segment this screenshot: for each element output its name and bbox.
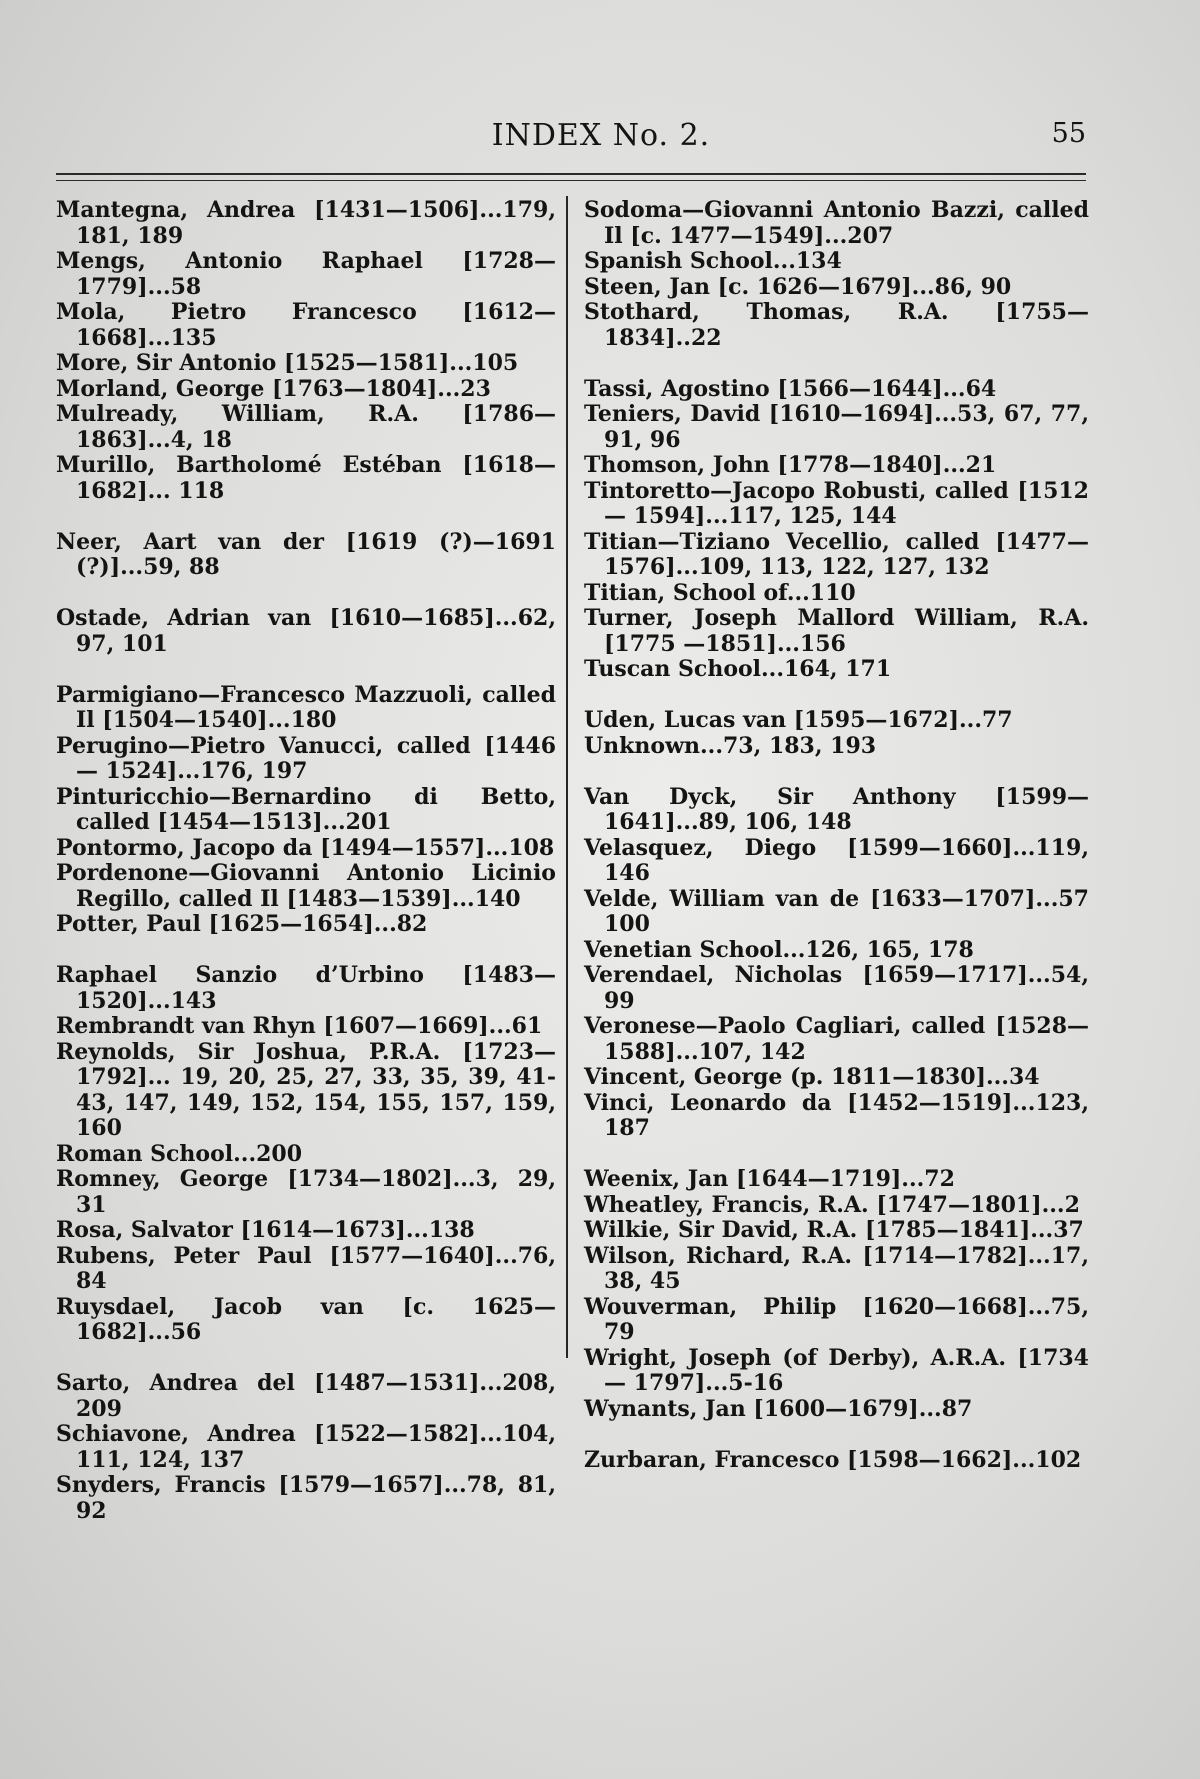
- header-rule: [56, 173, 1086, 175]
- index-entry: Tintoretto—Jacopo Robusti, called [1512— 1594]...117, 125, 144: [584, 477, 1089, 529]
- index-entry: Wynants, Jan [1600—1679]...87: [584, 1395, 973, 1422]
- index-entry: Ostade, Adrian van [1610—1685]...62, 97, 101: [56, 605, 556, 657]
- page-number: 55: [1051, 118, 1086, 149]
- index-entry: Thomson, John [1778—1840]...21: [584, 452, 997, 478]
- index-letter-group: [584, 708, 1089, 759]
- index-entry: Mola, Pietro Francesco [1612—1668]...135: [56, 299, 556, 351]
- index-entry: Wright, Joseph (of Derby), A.R.A. [1734— 1797]...5-16: [584, 1344, 1089, 1396]
- index-entry: Tuscan School...164, 171: [584, 656, 892, 682]
- index-entry: Turner, Joseph Mallord William, R.A. [1775 —1851]...156: [584, 605, 1089, 657]
- index-entry: Pordenone—Giovanni Antonio Licinio Regillo, called Il [1483—1539]...140: [56, 860, 556, 912]
- page-title: INDEX No. 2.: [491, 118, 711, 153]
- index-entry: Vinci, Leonardo da [1452—1519]...123, 187: [584, 1089, 1089, 1141]
- index-entry: Mulready, William, R.A. [1786—1863]...4, 18: [56, 401, 556, 453]
- index-entry: Weenix, Jan [1644—1719]...72: [584, 1166, 955, 1192]
- running-head: [56, 118, 1086, 154]
- index-letter-group: [584, 785, 1089, 1142]
- index-entry: Sarto, Andrea del [1487—1531]...208, 209: [56, 1370, 556, 1422]
- index-entry: Raphael Sanzio d’Urbino [1483—1520]...143: [56, 962, 556, 1014]
- index-entry: Sodoma—Giovanni Antonio Bazzi, called Il [c. 1477—1549]...207: [584, 197, 1089, 249]
- index-letter-group: [584, 198, 1089, 351]
- index-column-left: [56, 198, 556, 1550]
- index-entry: Venetian School...126, 165, 178: [584, 936, 974, 963]
- index-entry: More, Sir Antonio [1525—1581]...105: [56, 350, 519, 376]
- index-entry: Parmigiano—Francesco Mazzuoli, called Il [1504—1540]...180: [56, 681, 556, 733]
- index-entry: Morland, George [1763—1804]...23: [56, 375, 491, 402]
- index-entry: Perugino—Pietro Vanucci, called [1446— 1524]...176, 197: [56, 732, 556, 784]
- index-letter-group: [584, 1448, 1089, 1474]
- index-entry: Spanish School...134: [584, 248, 842, 274]
- index-entry: Rosa, Salvator [1614—1673]...138: [56, 1217, 475, 1243]
- index-entry: Veronese—Paolo Cagliari, called [1528— 1588]...107, 142: [584, 1013, 1089, 1065]
- index-entry: Rembrandt van Rhyn [1607—1669]...61: [56, 1013, 543, 1039]
- header-rule-thin: [56, 180, 1086, 181]
- index-letter-group: [56, 1371, 556, 1524]
- index-entry: Potter, Paul [1625—1654]...82: [56, 911, 428, 937]
- index-entry: Vincent, George (p. 1811—1830]...34: [584, 1064, 1040, 1090]
- index-entry: Wilson, Richard, R.A. [1714—1782]...17, 38, 45: [584, 1242, 1089, 1294]
- index-entry: Ruysdael, Jacob van [c. 1625—1682]...56: [56, 1293, 556, 1345]
- index-entry: Zurbaran, Francesco [1598—1662]...102: [584, 1446, 1082, 1473]
- index-entry: Pinturicchio—Bernardino di Betto, called [1454—1513]...201: [56, 783, 556, 835]
- index-entry: Van Dyck, Sir Anthony [1599—1641]...89, 106, 148: [584, 783, 1089, 835]
- index-entry: Uden, Lucas van [1595—1672]...77: [584, 707, 1013, 733]
- index-entry: Reynolds, Sir Joshua, P.R.A. [1723—1792]... 19, 20, 25, 27, 33, 35, 39, 41-43, 147, 149, 152, 154, 155, 157, 159, 160: [56, 1038, 556, 1141]
- index-entry: Wheatley, Francis, R.A. [1747—1801]...2: [584, 1191, 1080, 1218]
- index-letter-group: [584, 1167, 1089, 1422]
- index-entry: Velde, William van de [1633—1707]...57 100: [584, 885, 1089, 937]
- index-entry: Romney, George [1734—1802]...3, 29, 31: [56, 1166, 556, 1218]
- index-entry: Wilkie, Sir David, R.A. [1785—1841]...37: [584, 1217, 1084, 1243]
- index-entry: Stothard, Thomas, R.A. [1755—1834]..22: [584, 299, 1089, 351]
- index-letter-group: [56, 198, 556, 504]
- index-entry: Titian, School of...110: [584, 579, 856, 606]
- index-letter-group: [56, 963, 556, 1346]
- index-entry: Verendael, Nicholas [1659—1717]...54, 99: [584, 962, 1089, 1014]
- index-entry: Tassi, Agostino [1566—1644]...64: [584, 375, 997, 402]
- index-letter-group: [56, 606, 556, 657]
- index-entry: Snyders, Francis [1579—1657]...78, 81, 92: [56, 1472, 556, 1524]
- index-entry: Wouverman, Philip [1620—1668]...75, 79: [584, 1293, 1089, 1345]
- index-letter-group: [56, 683, 556, 938]
- column-divider: [566, 196, 568, 1358]
- index-entry: Pontormo, Jacopo da [1494—1557]...108: [56, 834, 555, 861]
- index-entry: Teniers, David [1610—1694]...53, 67, 77, 91, 96: [584, 401, 1089, 453]
- index-entry: Steen, Jan [c. 1626—1679]...86, 90: [584, 273, 1012, 300]
- index-entry: Mantegna, Andrea [1431—1506]...179, 181, 189: [56, 197, 556, 249]
- index-letter-group: [584, 377, 1089, 683]
- index-column-right: [584, 198, 1089, 1499]
- index-entry: Velasquez, Diego [1599—1660]...119, 146: [584, 834, 1089, 886]
- index-entry: Titian—Tiziano Vecellio, called [1477— 1576]...109, 113, 122, 127, 132: [584, 528, 1089, 580]
- index-entry: Unknown...73, 183, 193: [584, 732, 877, 759]
- index-entry: Neer, Aart van der [1619 (?)—1691 (?)]...59, 88: [56, 528, 556, 580]
- index-entry: Schiavone, Andrea [1522—1582]...104, 111, 124, 137: [56, 1421, 556, 1473]
- index-entry: Mengs, Antonio Raphael [1728—1779]...58: [56, 248, 556, 300]
- index-entry: Murillo, Bartholomé Estéban [1618—1682]... 118: [56, 452, 556, 504]
- index-entry: Rubens, Peter Paul [1577—1640]...76, 84: [56, 1242, 556, 1294]
- index-letter-group: [56, 530, 556, 581]
- index-entry: Roman School...200: [56, 1140, 303, 1167]
